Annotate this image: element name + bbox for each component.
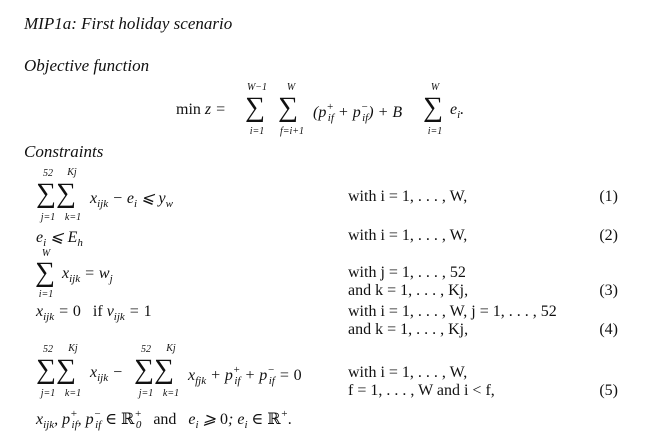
sum3-upper: W (430, 82, 440, 93)
objective-heading: Objective function (24, 56, 150, 75)
constraint-expression: $x_{ijk} - e_i$ ⩽ $y_w$ (90, 190, 173, 210)
page-title: MIP1a: First holiday scenario (24, 14, 233, 33)
sum1-lower: i=1 (249, 126, 265, 137)
constraint-condition: and k = 1, . . . , Kj, (348, 282, 469, 299)
sum-lower: i=1 (38, 289, 54, 300)
sum-lower: k=1 (64, 212, 82, 223)
sum2-upper: W (286, 82, 296, 93)
constraint-condition: with j = 1, . . . , 52 (348, 264, 466, 281)
sum-upper: 52 (141, 344, 151, 355)
sum-lower: j=1 (138, 388, 154, 399)
sum2-lower: f=i+1 (279, 126, 305, 137)
constraints-heading: Constraints (24, 142, 104, 161)
equation-number: (5) (599, 382, 618, 399)
sum-lower: j=1 (40, 212, 56, 223)
variable-domain: $x_{ijk}$, $p^+_{if}$, $p^-_{if}$ ∈ ℝ+$_0$ and $e_i$ ⩾ 0; $e_i$ ∈ ℝ+. (36, 408, 293, 431)
constraint-condition: with i = 1, . . . , W, (348, 188, 468, 205)
constraint-expression: $x_{ijk} = 0$ if $v_{ijk} = 1$ (36, 303, 152, 323)
sum-upper: Kj (166, 343, 176, 354)
sum-symbol: ∑ (35, 257, 55, 288)
sum-upper: Kj (68, 343, 78, 354)
sum3-lower: i=1 (427, 126, 443, 137)
sum-lower: k=1 (162, 388, 180, 399)
sum-lower: k=1 (64, 388, 82, 399)
constraint-expression: $x_{fjk} + p^+_{if} + p^-_{if} = 0$ (188, 364, 302, 387)
sum-upper: 52 (43, 168, 53, 179)
sum-symbol: ∑∑ (134, 354, 174, 385)
sum-lower: j=1 (40, 388, 56, 399)
equation-number: (2) (599, 227, 618, 244)
constraint-condition: and k = 1, . . . , Kj, (348, 321, 469, 338)
sum-symbol: ∑ (245, 92, 265, 123)
sum-upper: 52 (43, 344, 53, 355)
min-label: min (176, 101, 201, 118)
sum-upper: W (41, 248, 51, 259)
objective-term-penalties: $(p^+_{if} + p^-_{if}) + B$ (313, 101, 403, 124)
equation-number: (3) (599, 282, 618, 299)
constraint-condition: with i = 1, . . . , W, (348, 364, 468, 381)
sum-symbol: ∑ (423, 92, 443, 123)
constraint-expression: $x_{ijk} = w_j$ (62, 265, 113, 285)
sum1-upper: W−1 (246, 82, 268, 93)
z-equals: z = (204, 101, 226, 118)
equation-number: (4) (599, 321, 618, 338)
constraint-expression: $x_{ijk}$ − (90, 364, 123, 384)
sum-upper: Kj (67, 167, 77, 178)
sum-symbol: ∑∑ (36, 178, 76, 209)
sum-symbol: ∑ (278, 92, 298, 123)
objective-term-e: $e_i$. (450, 101, 465, 121)
constraint-condition: f = 1, . . . , W and i < f, (348, 382, 495, 399)
constraint-expression: $e_i$ ⩽ $E_h$ (36, 229, 83, 249)
equation-number: (1) (599, 188, 618, 205)
sum-symbol: ∑∑ (36, 354, 76, 385)
constraint-condition: with i = 1, . . . , W, (348, 227, 468, 244)
constraint-condition: with i = 1, . . . , W, j = 1, . . . , 52 (348, 303, 557, 320)
